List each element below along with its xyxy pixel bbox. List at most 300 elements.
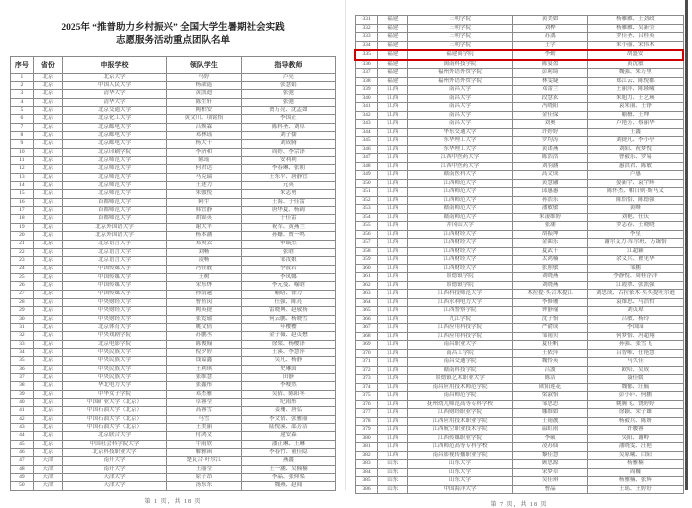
table-cell: 366 [355, 315, 378, 324]
table-cell: 娜维如 [512, 409, 587, 418]
table-cell: 刘畅 [167, 248, 242, 256]
table-cell: 刘艳、任庆 [588, 213, 683, 222]
table-cell: 福州外语外贸学院 [407, 77, 512, 86]
table-cell: 李济和 [167, 148, 242, 156]
table-cell: 江西财经大学 [407, 239, 512, 248]
table-cell: 付鸿文 [167, 432, 242, 440]
table-cell: 333 [355, 33, 378, 42]
table-cell: 南开大学 [63, 457, 167, 465]
table-cell: 江西师范大学 [407, 188, 512, 197]
table-cell: 李波岩 [241, 265, 335, 273]
table-cell: 12 [11, 165, 34, 173]
table-cell: 杨大千 [167, 140, 242, 148]
table-cell: 350 [355, 179, 378, 188]
table-cell: 王丽莹 [167, 465, 242, 473]
table-cell: 杨雅楠、张辉 [588, 477, 683, 486]
table-cell: 江西财经大学 [407, 230, 512, 239]
table-cell: 曹毅乐、罗易 [588, 154, 683, 163]
table-row [355, 86, 683, 95]
table-cell: 中国海洋大学 [407, 485, 512, 494]
table-row [355, 179, 683, 188]
table-cell: 北京 [33, 415, 62, 423]
table-cell: 刘桦 [512, 24, 587, 33]
table-row [355, 332, 683, 341]
table-cell: 345 [355, 137, 378, 146]
table-cell: 姚文倩 [167, 323, 242, 331]
table-cell: 2 [11, 81, 34, 89]
table-cell: 山东大学 [407, 477, 512, 486]
table-cell: 28 [11, 298, 34, 306]
table-cell: 374 [355, 383, 378, 392]
table-cell: 景德镇学院 [407, 273, 512, 282]
table-cell: 江西 [378, 417, 408, 426]
table-cell: 北京联合大学 [63, 432, 167, 440]
table-cell: 夏武干 [512, 247, 587, 256]
table-row [11, 449, 336, 457]
table-cell: 邹雨贝 [512, 332, 587, 341]
table-cell: 楚瓦合·叶尔江 [167, 457, 242, 465]
table-cell: 黄凯迪 [167, 90, 242, 98]
table-cell: 北京 [33, 223, 62, 231]
table-cell: 24 [11, 265, 34, 273]
table-cell: 江西师范大学 [407, 196, 512, 205]
table-cell: 黄美如 [512, 16, 587, 25]
table-cell: 北京 [33, 107, 62, 115]
table-cell: 北京 [33, 407, 62, 415]
table-cell: 北京邮电大学 [63, 132, 167, 140]
table-cell: 336 [355, 60, 378, 69]
table-cell: 江西师范大学 [407, 179, 512, 188]
table-cell: 喻檀、王坤 [588, 111, 683, 120]
table-cell: 42 [11, 415, 34, 423]
table-cell: 刘晓燕 [512, 273, 587, 282]
table-row [11, 140, 336, 148]
table-cell: 宋梦卓 [512, 468, 587, 477]
table-cell: 48 [11, 465, 34, 473]
table-row [11, 474, 336, 482]
table-cell: 金佳保 [512, 111, 587, 120]
table-cell: 北京语言大学 [63, 240, 167, 248]
table-cell: 李嗖然 [241, 382, 335, 390]
table-cell: 张霓瑜 [167, 315, 242, 323]
table-cell: 北京 [33, 374, 62, 382]
table-cell: 余义兵、瞿见华 [588, 256, 683, 265]
table-cell: 陶英捷 [167, 307, 242, 315]
table-row [355, 222, 683, 231]
table-cell: 张维慧 [167, 374, 242, 382]
table-row [355, 443, 683, 452]
table-cell: 吕智唯、仕艳慧 [588, 349, 683, 358]
table-cell: 349 [355, 171, 378, 180]
table-cell: 邓蕾兰 [512, 86, 587, 95]
table-cell: 卢亮 [241, 73, 335, 81]
table-cell: 卢艳芳、蔡丽华 [588, 120, 683, 129]
table-cell: 李硕 [512, 434, 587, 443]
table-cell: 许婷婷 [512, 128, 587, 137]
table-cell: 朱旭力、王艺瑛 [588, 94, 683, 103]
table-cell: 冯佳靓 [167, 265, 242, 273]
table-cell: 江西应用科技学院 [407, 324, 512, 333]
table-cell: 陈俊翰 [167, 340, 242, 348]
table-cell: 李元曼、喻晗 [241, 282, 335, 290]
table-cell: 潘晓雯、汪艳 [588, 443, 683, 452]
table-cell: 北京 [33, 98, 62, 106]
table-cell: 朱傲悦 [167, 190, 242, 198]
table-cell: 3 [11, 90, 34, 98]
table-cell: 潘正琳、王琳 [241, 440, 335, 448]
table-cell: 汤东东 [167, 482, 242, 490]
table-cell: 北京 [33, 424, 62, 432]
table-row [355, 162, 683, 171]
table-cell: 福建 [378, 24, 408, 33]
table-cell: 375 [355, 392, 378, 401]
table-cell: 4 [11, 98, 34, 106]
table-cell: 张弛 [241, 98, 335, 106]
table-cell: 南昌交通学院 [407, 358, 512, 367]
table-cell: 江西 [378, 103, 408, 112]
table-row [11, 407, 336, 415]
table-cell: 李春竹、董佳隐 [241, 449, 335, 457]
table-body-page1 [11, 73, 336, 490]
table-cell: 江西 [378, 307, 408, 316]
highlighted-row [355, 50, 683, 60]
table-cell: 安利利 [241, 157, 335, 165]
table-cell: 20 [11, 232, 34, 240]
document-title [0, 22, 346, 48]
table-cell: 385 [355, 477, 378, 486]
table-row [11, 73, 336, 81]
table-cell: 何君达 [167, 165, 242, 173]
table-row [355, 434, 683, 443]
table-cell: 北京 [33, 298, 62, 306]
table-cell: 334 [355, 41, 378, 50]
table-row [355, 247, 683, 256]
table-row [355, 239, 683, 248]
table-cell: 北京外国语大学 [63, 223, 167, 231]
table-cell: 贾万亮、沈孟如 [241, 107, 335, 115]
table-cell: 顾思源 [512, 460, 587, 469]
table-cell: 天津 [33, 482, 62, 490]
table-cell: 50 [11, 482, 34, 490]
table-cell: 382 [355, 451, 378, 460]
table-row [355, 264, 683, 273]
table-cell: 中国传媒大学 [63, 282, 167, 290]
table-cell: 欧阳莲花 [512, 383, 587, 392]
table-cell: 华东交通大学 [407, 128, 512, 137]
table-cell: 马雪 [167, 415, 242, 423]
table-cell: 江西 [378, 443, 408, 452]
table-row [355, 383, 683, 392]
table-cell: 江西 [378, 366, 408, 375]
table-row [355, 400, 683, 409]
table-cell: 北京 [33, 73, 62, 81]
table-cell: 中央财经大学 [63, 307, 167, 315]
table-cell: 北京 [33, 248, 62, 256]
table-cell: 彭小庐、何鹏 [588, 392, 683, 401]
table-row [11, 432, 336, 440]
table-cell: 北京 [33, 307, 62, 315]
table-cell: 北京 [33, 81, 62, 89]
table-cell: 李凤娜 [241, 273, 335, 281]
table-cell: 韩宜静 [167, 207, 242, 215]
table-cell: 三明学院 [407, 16, 512, 25]
table-cell: 九江学院 [407, 315, 512, 324]
table-cell: 中央民族大学 [63, 348, 167, 356]
table-row [355, 324, 683, 333]
table-row [11, 123, 336, 131]
table-cell: 380 [355, 434, 378, 443]
table-cell: 何云鹏、杨晓雪 [241, 315, 335, 323]
table-cell: 344 [355, 128, 378, 137]
table-cell: 44 [11, 432, 34, 440]
table-cell: 刘子儒 [241, 132, 335, 140]
table-cell: 北京 [33, 315, 62, 323]
table-row [355, 103, 683, 112]
table-row [355, 154, 683, 163]
table-cell: 魏怜英 [512, 358, 587, 367]
table-row [11, 332, 336, 340]
table-cell: 14 [11, 182, 34, 190]
table-cell: 王美丽 [167, 424, 242, 432]
table-cell: 何梦怡、冯超翔 [588, 332, 683, 341]
table-row [355, 281, 683, 290]
table-cell: 中央戏剧学院 [63, 332, 167, 340]
table-cell: 29 [11, 307, 34, 315]
table-cell: 刘贞琼 [588, 307, 683, 316]
table-cell: 江西 [378, 179, 408, 188]
table-cell: 惠洪君、陈敏 [588, 162, 683, 171]
table-row [355, 417, 683, 426]
table-cell: 陈浩浩 [512, 154, 587, 163]
table-cell: 张晗 [241, 248, 335, 256]
table-cell: 祝军、黄燕兰 [241, 223, 335, 231]
table-cell: 331 [355, 16, 378, 25]
table-cell: 中央民族大学 [63, 374, 167, 382]
table-cell: 黄沈敏 [588, 60, 683, 69]
table-row [355, 349, 683, 358]
table-cell: 378 [355, 417, 378, 426]
table-row [11, 223, 336, 231]
table-cell: 马克瑞 [167, 173, 242, 181]
table-cell: 夏佳帆 [512, 341, 587, 350]
table-cell: 348 [355, 162, 378, 171]
table-cell: 牛雨欣 [167, 440, 242, 448]
table-cell: 江西 [378, 188, 408, 197]
table-cell: 33 [11, 340, 34, 348]
table-cell: 吴佳琪 [512, 477, 587, 486]
table-row [355, 307, 683, 316]
table-row [11, 207, 336, 215]
table-cell: 刘成腾 [241, 140, 335, 148]
table-cell: 胡盛安 [588, 50, 683, 60]
table-cell: 江西 [378, 162, 408, 171]
table-cell: 353 [355, 205, 378, 214]
table-cell: 倪夕婷 [167, 348, 242, 356]
table-cell: 363 [355, 290, 378, 299]
table-cell: 李静悦、周桂浮洋 [588, 273, 683, 282]
column-header-school: 申报学校 [63, 56, 167, 73]
table-row [355, 41, 683, 50]
table-cell: 南昌职业大学 [407, 341, 512, 350]
table-row [355, 256, 683, 265]
table-cell: 邓杰雅 [167, 390, 242, 398]
table-cell: 中国石油大学（北京） [63, 407, 167, 415]
table-cell: 陈洁 [512, 375, 587, 384]
table-cell: 吴倩、陈阳冬 [241, 390, 335, 398]
table-cell: 18 [11, 215, 34, 223]
table-cell: 太鸿楠 [512, 256, 587, 265]
table-row [11, 190, 336, 198]
table-cell: 吕焕霖 [167, 123, 242, 131]
table-cell: 16 [11, 198, 34, 206]
table-row [11, 132, 336, 140]
table-cell: 李晶、张仰渠 [241, 474, 335, 482]
document-page-7 [346, 0, 692, 508]
table-cell: 江西 [378, 426, 408, 435]
table-cell: 喻晗、徐力 [241, 290, 335, 298]
table-row [11, 290, 336, 298]
table-cell: 沈子怡 [512, 315, 587, 324]
table-cell: 吴阳、谢岭 [588, 434, 683, 443]
table-cell: 东华理工大学 [407, 137, 512, 146]
table-cell: 386 [355, 485, 378, 494]
table-cell: 李星 [588, 230, 683, 239]
table-row [11, 282, 336, 290]
table-row [11, 115, 336, 123]
table-cell: 王利琪 [167, 365, 242, 373]
table-cell: 北京 [33, 340, 62, 348]
table-row [355, 120, 683, 129]
table-cell: 李修珊 [512, 298, 587, 307]
table-row [355, 451, 683, 460]
table-cell: 王溪、李慧萍 [241, 348, 335, 356]
table-cell: 384 [355, 468, 378, 477]
table-cell: 江西财经大学 [407, 247, 512, 256]
table-cell: 7 [11, 123, 34, 131]
table-cell: 17 [11, 207, 34, 215]
table-cell: 张潮 [512, 222, 587, 231]
table-cell: 39 [11, 390, 34, 398]
table-cell: 任强、陈亮 [241, 298, 335, 306]
table-cell: 姚腾飞、饶婷婷 [588, 400, 683, 409]
table-cell: 江西 [378, 298, 408, 307]
table-cell: 中央财经大学 [63, 298, 167, 306]
table-cell: 袁维思、马浩哲 [588, 298, 683, 307]
table-cell: 中国石油大学（北京） [63, 415, 167, 423]
table-cell: 江西 [378, 349, 408, 358]
table-cell: 江西 [378, 375, 408, 384]
table-cell: 朱志勇 [241, 190, 335, 198]
table-row [11, 165, 336, 173]
table-cell: 江西 [378, 409, 408, 418]
table-cell: 41 [11, 407, 34, 415]
table-cell: 赣南科技学院 [407, 366, 512, 375]
table-cell: 雷晓典、赵敬扬 [241, 307, 335, 315]
table-row [11, 357, 336, 365]
table-cell: 首都师范大学 [63, 215, 167, 223]
page-number-footer-right: 第 7 页，共 18 页 [490, 502, 548, 508]
table-cell: 北京师范大学 [63, 165, 167, 173]
table-cell: 解雅函 [167, 449, 242, 457]
table-cell: 周婷、李宗泽 [241, 148, 335, 156]
table-cell: 刘阳、祝梦悦 [588, 145, 683, 154]
table-cell: 黎佳慧 [512, 451, 587, 460]
table-cell: 中国人民大学 [63, 81, 167, 89]
table-cell: 中央民族大学 [63, 365, 167, 373]
table-row [11, 265, 336, 273]
table-cell: 朱小丽、宋伟木 [588, 41, 683, 50]
table-cell: 李国正 [241, 115, 335, 123]
table-cell: 江西财经大学 [407, 264, 512, 273]
table-cell: 北京 [33, 265, 62, 273]
table-cell: 姜珊、唐弘 [241, 407, 335, 415]
table-cell: 王丽萍、陈隆曦 [588, 86, 683, 95]
table-cell: 40 [11, 399, 34, 407]
table-row [11, 157, 336, 165]
table-cell: 北京 [33, 365, 62, 373]
table-row [11, 440, 336, 448]
table-cell: 32 [11, 332, 34, 340]
table-row [11, 248, 336, 256]
table-cell: 江西水利电力大学 [407, 298, 512, 307]
table-cell: 邹思思 [512, 400, 587, 409]
table-cell: 中国社会科学院大学 [63, 440, 167, 448]
table-cell: 中国传媒大学 [63, 265, 167, 273]
table-cell: 26 [11, 282, 34, 290]
table-cell: 南昌大学 [407, 111, 512, 120]
table-cell: 31 [11, 323, 34, 331]
column-header-teacher: 指导教师 [241, 56, 335, 73]
table-row [355, 145, 683, 154]
table-cell: 北京 [33, 449, 62, 457]
table-cell: 刘晓燕 [512, 281, 587, 290]
table-cell: 北京 [33, 173, 62, 181]
table-row [355, 485, 683, 494]
table-cell: 352 [355, 196, 378, 205]
title-line-2: 志愿服务活动重点团队名单 [115, 35, 230, 46]
table-cell: 中国传媒大学 [63, 273, 167, 281]
table-cell: 张鑫彤 [167, 382, 242, 390]
table-cell: 山东 [378, 460, 408, 469]
table-cell: 王树 [167, 273, 242, 281]
table-cell: 江西传媒职业学院 [407, 434, 512, 443]
table-cell: 刘捷凡、李小亭 [588, 137, 683, 146]
table-cell: 337 [355, 69, 378, 78]
table-cell: 张慧娟 [241, 81, 335, 89]
table-cell: 杨雅楠 [588, 460, 683, 469]
table-cell: 江西 [378, 451, 408, 460]
table-cell: 福建 [378, 41, 408, 50]
table-cell: 江西 [378, 120, 408, 129]
table-row [11, 465, 336, 473]
table-cell: 郑江云、陈悦都 [588, 77, 683, 86]
table-cell: 381 [355, 443, 378, 452]
table-row [11, 148, 336, 156]
table-cell: 李春琳、张朝 [241, 165, 335, 173]
table-cell: 369 [355, 341, 378, 350]
table-row [355, 60, 683, 69]
table-cell: 山东大学 [407, 460, 512, 469]
table-cell: 黄诺燕 [512, 145, 587, 154]
table-cell: 北京 [33, 165, 62, 173]
table-cell: 于佳雷 [241, 215, 335, 223]
table-cell: 福建 [378, 16, 408, 25]
table-cell: 黄文川、项铭怡 [167, 115, 242, 123]
table-cell: 江西 [378, 111, 408, 120]
table-row [11, 374, 336, 382]
table-cell: 马久佳 [588, 358, 683, 367]
table-body-page7 [355, 16, 683, 494]
